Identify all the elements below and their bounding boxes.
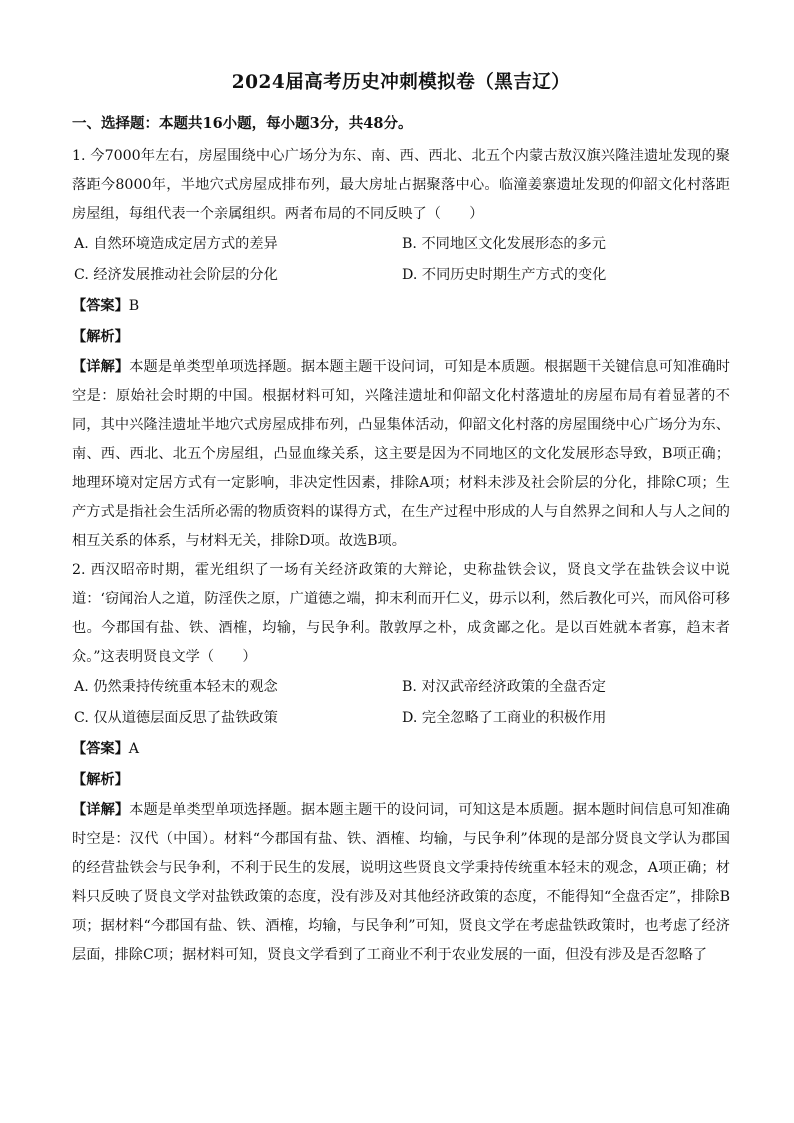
- answer-line: [72, 291, 730, 322]
- options-row: [72, 260, 730, 291]
- analysis-line: [72, 765, 730, 796]
- answer-line: [72, 734, 730, 765]
- analysis-label: 【解析】: [72, 772, 129, 788]
- question-1: [72, 142, 730, 556]
- question-stem: 2. 西汉昭帝时期，霍光组织了一场有关经济政策的大辩论，史称盐铁会议，贤良文学在盐铁会议中说道：‘窃闻治人之道，防淫佚之原，广道德之端，抑末利而开仁义，毋示以利，然后教化可兴，而风俗可移也。今郡国有盐、铁、酒榷，均输，与民争利。散敦厚之朴，成贪鄙之化。是以百姓就本者寡，趋末者众。”这表明贤良文学（ ）: [72, 562, 730, 665]
- answer-label: 【答案】: [72, 741, 129, 757]
- detail-text: 本题是单类型单项选择题。据本题主题干设问词，可知是本质题。根据题干关键信息可知准确时空是：原始社会时期的中国。根据材料可知，兴隆洼遗址和仰韶文化村落遗址的房屋布局有着显著的不同，其中兴隆洼遗址半地穴式房屋成排布列，凸显集体活动，仰韶文化村落的房屋围绕中心广场分为东、南、西、西北、北五个房屋组，凸显血缘关系，这主要是因为不同地区的文化发展形态导致，B项正确；地理环境对定居方式有一定影响，非决定性因素，排除A项；材料未涉及社会阶层的分化，排除C项；生产方式是指社会生活所必需的物质资料的谋得方式，在生产过程中形成的人与自然界之间和人与人之间的相互关系的体系，与材料无关，排除D项。故选B项。: [72, 359, 730, 549]
- option-b: B. 不同地区文化发展形态的多元: [402, 236, 606, 252]
- analysis-line: [72, 322, 730, 353]
- section-heading: 一、选择题：本题共16小题，每小题3分，共48分。: [72, 115, 413, 132]
- detail-paragraph: [72, 796, 730, 970]
- option-d: D. 不同历史时期生产方式的变化: [402, 267, 607, 283]
- detail-text: 本题是单类型单项选择题。据本题主题干的设问词，可知这是本质题。据本题时间信息可知准确时空是：汉代（中国）。材料“今郡国有盐、铁、酒榷、均输，与民争利”体现的是部分贤良文学认为郡国的经营盐铁会与民争利，不利于民生的发展，说明这些贤良文学秉持传统重本轻末的观念，A项正确；材料只反映了贤良文学对盐铁政策的态度，没有涉及对其他经济政策的态度，不能得知“全盘否定”，排除B项；据材料“今郡国有盐、铁、酒榷，均输，与民争利”可知，贤良文学在考虑盐铁政策时，也考虑了经济层面，排除C项；据材料可知，贤良文学看到了工商业不利于农业发展的一面，但没有涉及是否忽略了: [72, 802, 730, 963]
- page-title: 2024届高考历史冲刺模拟卷（黑吉辽）: [231, 72, 571, 93]
- analysis-label: 【解析】: [72, 329, 129, 345]
- detail-label: 【详解】: [72, 359, 130, 375]
- answer-value: A: [128, 741, 140, 757]
- option-a: A. 自然环境造成定居方式的差异: [74, 236, 278, 252]
- question-stem: 1. 今7000年左右，房屋围绕中心广场分为东、南、西、西北、北五个内蒙古敖汉旗兴隆洼遗址发现的聚落距今8000年，半地穴式房屋成排布列，最大房址占据聚落中心。临潼姜寨遗址发现的仰韶文化村落距房屋组，每组代表一个亲属组织。两者布局的不同反映了（ ）: [72, 148, 730, 222]
- detail-label: 【详解】: [72, 802, 130, 818]
- option-b: B. 对汉武帝经济政策的全盘否定: [402, 679, 606, 695]
- options-row: [72, 703, 730, 734]
- answer-value: B: [128, 298, 140, 314]
- options-row: [72, 229, 730, 260]
- option-a: A. 仍然秉持传统重本轻末的观念: [74, 679, 278, 695]
- answer-label: 【答案】: [72, 298, 129, 314]
- question-2: [72, 556, 730, 970]
- option-d: D. 完全忽略了工商业的积极作用: [402, 710, 607, 726]
- options-row: [72, 672, 730, 703]
- detail-paragraph: [72, 353, 730, 556]
- option-c: C. 仅从道德层面反思了盐铁政策: [74, 710, 278, 726]
- option-c: C. 经济发展推动社会阶层的分化: [74, 267, 278, 283]
